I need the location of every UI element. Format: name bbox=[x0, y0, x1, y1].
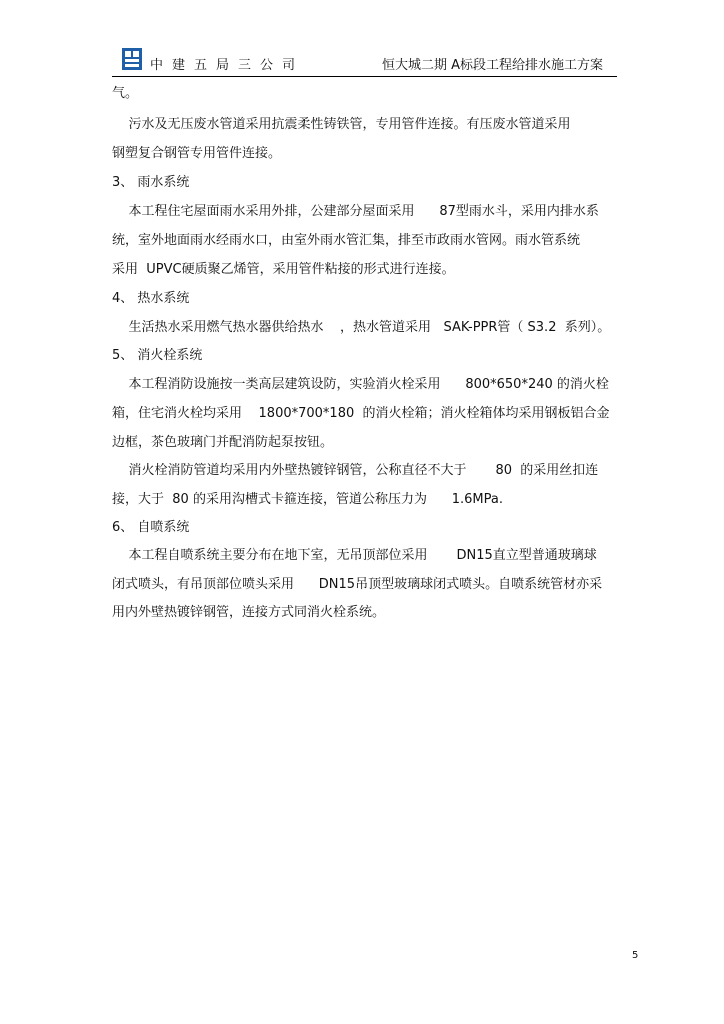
page-number: 5 bbox=[632, 950, 639, 961]
section-heading: 3、 雨水系统 bbox=[112, 175, 190, 190]
text-line: 边框，茶色玻璃门并配消防起泵按钮。 bbox=[112, 435, 334, 450]
section-heading: 6、 自喷系统 bbox=[112, 520, 190, 535]
text-line: 气。 bbox=[112, 86, 139, 101]
text-line: 消火栓消防管道均采用内外壁热镀锌钢管，公称直径不大于 80 的采用丝扣连 bbox=[112, 463, 599, 478]
text-line: 用内外壁热镀锌钢管，连接方式同消火栓系统。 bbox=[112, 605, 386, 620]
text-line: 污水及无压废水管道采用抗震柔性铸铁管，专用管件连接。有压废水管道采用 bbox=[112, 117, 571, 132]
text-line: 箱，住宅消火栓均采用 1800*700*180 的消火栓箱；消火栓箱体均采用钢板铝合金 bbox=[112, 406, 610, 421]
text-line: 闭式喷头，有吊顶部位喷头采用 DN15吊顶型玻璃球闭式喷头。自喷系统管材亦采 bbox=[112, 577, 603, 592]
section-heading: 5、 消火栓系统 bbox=[112, 348, 203, 363]
company-logo-icon bbox=[122, 48, 142, 70]
text-line: 本工程消防设施按一类高层建筑设防，实验消火栓采用 800*650*240 的消火栓 bbox=[112, 377, 609, 392]
project-title: 恒大城二期 A标段工程给排水施工方案 bbox=[381, 58, 603, 73]
page-header bbox=[112, 48, 617, 77]
section-heading: 4、 热水系统 bbox=[112, 291, 190, 306]
text-line: 统，室外地面雨水经雨水口，由室外雨水管汇集，排至市政雨水管网。雨水管系统 bbox=[112, 233, 581, 248]
text-line: 本工程住宅屋面雨水采用外排，公建部分屋面采用 87型雨水斗，采用内排水系 bbox=[112, 204, 599, 219]
text-line: 钢塑复合钢管专用管件连接。 bbox=[112, 146, 282, 161]
company-name: 中建五局三公司 bbox=[150, 58, 305, 73]
text-line: 采用 UPVC硬质聚乙烯管，采用管件粘接的形式进行连接。 bbox=[112, 262, 455, 277]
text-line: 本工程自喷系统主要分布在地下室，无吊顶部位采用 DN15直立型普通玻璃球 bbox=[112, 548, 597, 563]
text-line: 接，大于 80 的采用沟槽式卡箍连接，管道公称压力为 1.6MPa. bbox=[112, 492, 503, 507]
text-line: 生活热水采用燃气热水器供给热水 ，热水管道采用 SAK-PPR管（ S3.2 系列）。 bbox=[112, 320, 611, 335]
